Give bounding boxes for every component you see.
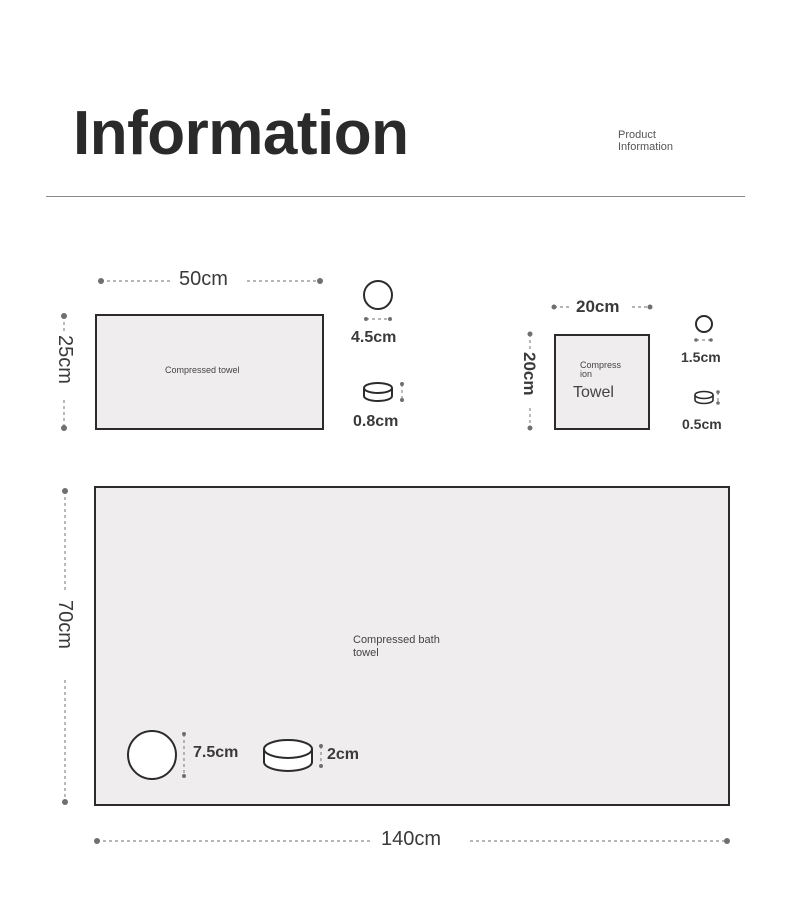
coin-side-icon [264,740,312,771]
mini-coin-thickness: 0.5cm [682,416,722,432]
dim-dot [528,426,533,431]
dim-dot [61,313,67,319]
dim-dot [388,317,392,321]
subtitle-line-2: Information [618,141,674,153]
dim-dot [182,774,186,778]
dim-dot [400,398,404,402]
dim-dot [61,425,67,431]
dim-dot [552,305,557,310]
bath-coin-thickness: 2cm [327,746,360,763]
dim-dot [364,317,368,321]
dim-dot [709,338,713,342]
mini-coin-diameter: 1.5cm [681,349,721,365]
dim-dot [724,838,730,844]
coin-top-icon [696,316,712,332]
mini-towel-label-line-3: Towel [573,384,614,401]
dim-dot [62,799,68,805]
dim-dot [98,278,104,284]
dim-dot [319,744,323,748]
dim-dot [648,305,653,310]
mini-towel-label-line-2: ion [580,369,593,379]
bath-towel-label-line-2: towel [353,647,379,659]
bath-coin-diameter: 7.5cm [193,744,239,761]
page-title: Information [73,99,409,168]
coin-side-icon [695,392,713,404]
small-coin-diameter: 4.5cm [351,329,397,346]
dim-dot [94,838,100,844]
dim-dot [319,764,323,768]
dim-dot [182,732,186,736]
small-coin-thickness: 0.8cm [353,413,399,430]
mini-towel-height: 20cm [520,352,539,396]
coin-top-icon [364,281,392,309]
dim-dot [528,332,533,337]
mini-towel-width: 20cm [576,297,620,316]
dim-dot [716,401,720,405]
dim-dot [62,488,68,494]
bath-towel-width: 140cm [381,828,442,850]
dim-dot [716,390,720,394]
subtitle-line-1: Product [618,129,656,141]
coin-side-icon [364,383,392,401]
small-towel-height: 25cm [54,335,76,384]
dim-dot [694,338,698,342]
dim-dot [317,278,323,284]
dim-dot [400,382,404,386]
mini-towel-label-line-1: Compress [580,360,622,370]
coin-top-icon [128,731,176,779]
bath-towel-height: 70cm [54,600,76,649]
small-towel-label: Compressed towel [165,365,240,375]
bath-towel-label-line-1: Compressed bath [353,634,440,646]
small-towel-width: 50cm [179,268,228,290]
